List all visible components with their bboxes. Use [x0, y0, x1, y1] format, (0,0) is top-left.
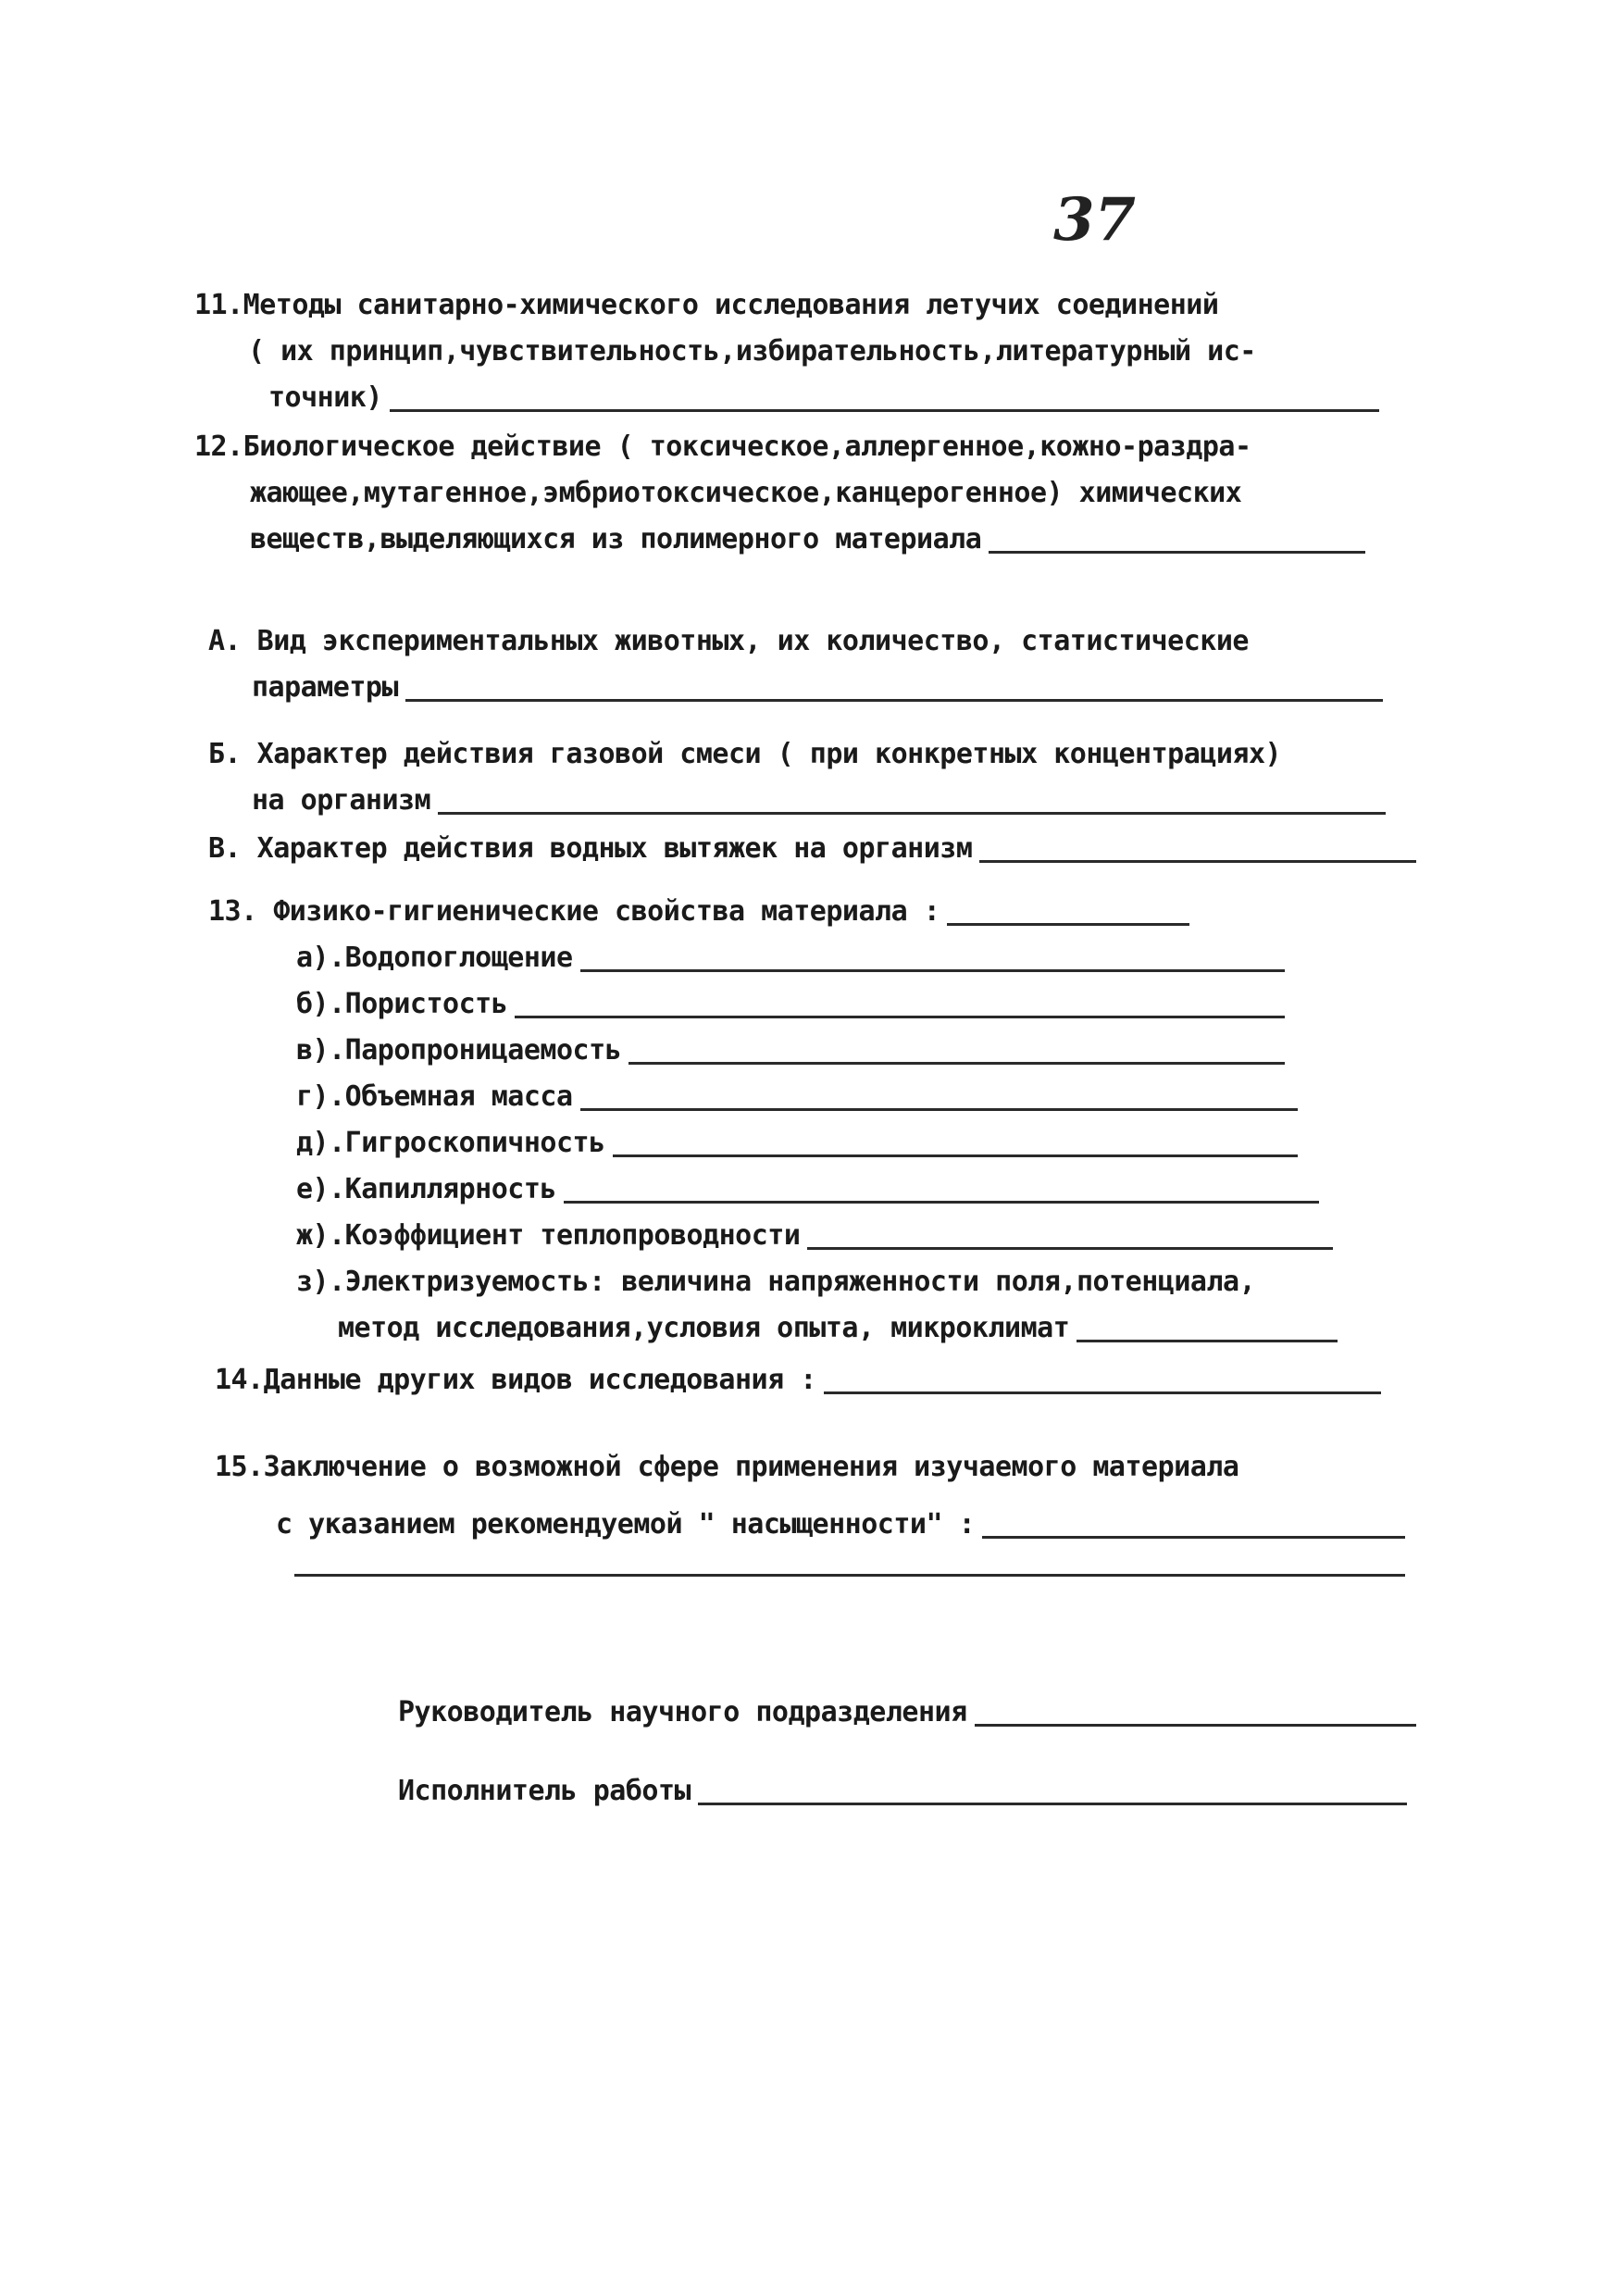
item-15-answer-field[interactable]: [982, 1536, 1405, 1539]
item-13g-answer-field[interactable]: [580, 1108, 1298, 1111]
item-b-line-1: [208, 731, 1281, 774]
item-11-answer-field[interactable]: [390, 409, 1379, 412]
item-12-answer-field[interactable]: [989, 551, 1365, 554]
item-13-answer-field[interactable]: [947, 923, 1189, 926]
item-13a-text: а).Водопоглощение: [296, 942, 573, 974]
item-a-answer-field[interactable]: [405, 699, 1383, 702]
item-12-text-cont: жающее,мутагенное,эмбриотоксическое,канцерогенное) химических: [250, 477, 1242, 509]
item-13g-text: г).Объемная масса: [296, 1080, 573, 1113]
item-v-answer-field[interactable]: [979, 860, 1416, 863]
item-11-line-2: [248, 329, 1256, 371]
signature-head-field[interactable]: [975, 1724, 1416, 1727]
page-number: 37: [1053, 185, 1137, 255]
item-11-line-3: [268, 375, 1379, 418]
item-13zh-answer-field[interactable]: [807, 1247, 1333, 1250]
item-11-line-1: [194, 282, 1218, 325]
item-13z-line-2: [338, 1305, 1338, 1348]
item-15-text: 15.Заключение о возможной сфере применения изучаемого материала: [215, 1451, 1239, 1483]
item-15-extra-answer-line[interactable]: [294, 1574, 1405, 1577]
item-13b-text: б).Пористость: [296, 988, 508, 1020]
item-12-text-end: веществ,выделяющихся из полимерного материала: [250, 523, 982, 555]
item-13zh-line: [296, 1213, 1333, 1255]
item-13g-line: [296, 1074, 1298, 1117]
item-13-text: 13. Физико-гигиенические свойства материала :: [208, 895, 940, 928]
item-13a-line: [296, 935, 1285, 978]
signature-head-label: Руководитель научного подразделения: [398, 1696, 967, 1728]
item-14-line: [215, 1357, 1381, 1400]
signature-executor-label: Исполнитель работы: [398, 1775, 691, 1807]
item-v-text: В. Характер действия водных вытяжек на организм: [208, 832, 973, 865]
item-12-line-1: [194, 424, 1251, 467]
item-11-text-cont: ( их принцип,чувствительность,избирательность,литературный ис-: [248, 335, 1256, 368]
item-13v-text: в).Паропроницаемость: [296, 1034, 622, 1067]
item-b-line-2: [252, 778, 1386, 820]
item-12-line-2: [250, 470, 1241, 513]
signature-head: [398, 1690, 1416, 1732]
item-13e-line: [296, 1167, 1319, 1209]
item-13e-text: е).Капиллярность: [296, 1173, 556, 1205]
item-a-text: А. Вид экспериментальных животных, их количество, статистические: [208, 625, 1249, 657]
item-13a-answer-field[interactable]: [580, 969, 1285, 972]
signature-executor: [398, 1768, 1407, 1811]
signature-executor-field[interactable]: [698, 1803, 1407, 1805]
item-13d-line: [296, 1120, 1298, 1163]
item-13z-text-end: метод исследования,условия опыта, микроклимат: [338, 1312, 1070, 1344]
item-13z-answer-field[interactable]: [1077, 1340, 1338, 1342]
item-v-line: [208, 826, 1416, 868]
item-11-text: 11.Методы санитарно-химического исследования летучих соединений: [194, 289, 1219, 321]
item-b-text: Б. Характер действия газовой смеси ( при конкретных концентрациях): [208, 738, 1282, 770]
item-13z-line-1: [296, 1259, 1255, 1302]
item-15-line-1: [215, 1444, 1238, 1487]
item-13zh-text: ж).Коэффициент теплопроводности: [296, 1219, 801, 1252]
item-12-line-3: [250, 517, 1365, 559]
item-13z-text: з).Электризуемость: величина напряженности поля,потенциала,: [296, 1266, 1256, 1298]
item-15-text-end: с указанием рекомендуемой " насыщенности" :: [276, 1508, 976, 1541]
item-a-line-2: [252, 665, 1383, 707]
item-11-text-end: точник): [268, 381, 382, 414]
item-12-text: 12.Биологическое действие ( токсическое,аллергенное,кожно-раздра-: [194, 430, 1251, 463]
item-13v-answer-field[interactable]: [629, 1062, 1285, 1065]
item-b-text-end: на организм: [252, 784, 431, 817]
item-13v-line: [296, 1028, 1285, 1070]
item-a-line-1: [208, 618, 1249, 661]
item-13-line: [208, 889, 1189, 931]
item-15-line-2: [276, 1502, 1405, 1544]
item-14-answer-field[interactable]: [824, 1391, 1381, 1394]
item-a-text-end: параметры: [252, 671, 399, 704]
item-13b-answer-field[interactable]: [515, 1016, 1285, 1018]
item-13e-answer-field[interactable]: [564, 1201, 1319, 1204]
item-13d-text: д).Гигроскопичность: [296, 1127, 605, 1159]
item-13b-line: [296, 981, 1285, 1024]
item-13d-answer-field[interactable]: [613, 1154, 1298, 1157]
item-14-text: 14.Данные других видов исследования :: [215, 1364, 816, 1396]
item-b-answer-field[interactable]: [438, 812, 1386, 815]
